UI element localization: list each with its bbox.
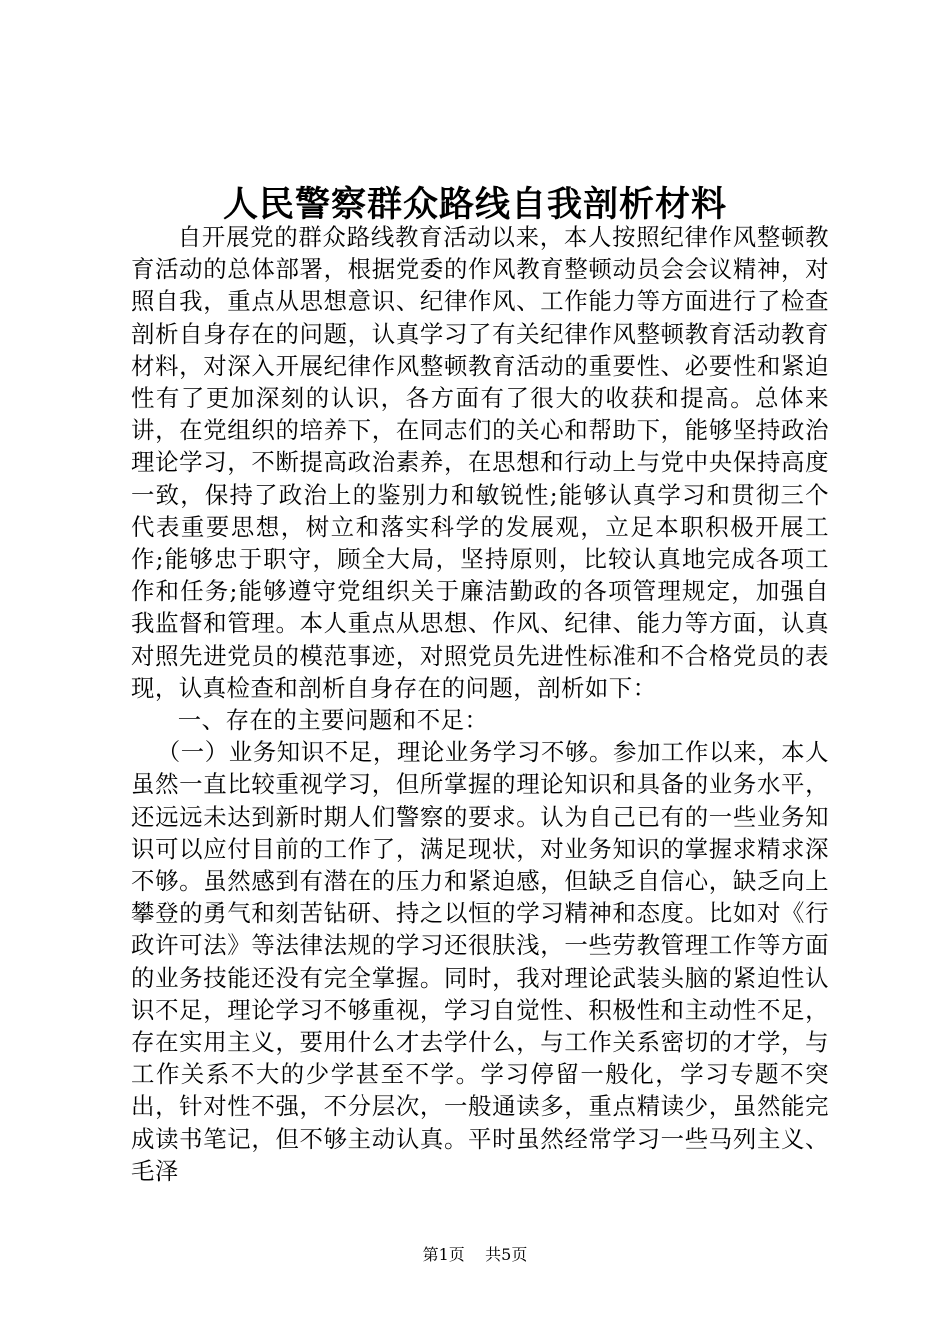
page-separator <box>470 1245 480 1264</box>
page-total: 共5页 <box>485 1245 528 1264</box>
document-body <box>131 221 829 1187</box>
intro-paragraph: 自开展党的群众路线教育活动以来，本人按照纪律作风整顿教育活动的总体部署，根据党委的作风教育整顿动员会会议精神，对照自我，重点从思想意识、纪律作风、工作能力等方面进行了检查剖析自身存在的问题，认真学习了有关纪律作风整顿教育活动教育材料，对深入开展纪律作风整顿教育活动的重要性、必要性和紧迫性有了更加深刻的认识，各方面有了很大的收获和提高。总体来讲，在党组织的培养下，在同志们的关心和帮助下，能够坚持政治理论学习，不断提高政治素养，在思想和行动上与党中央保持高度一致，保持了政治上的鉴别力和敏锐性;能够认真学习和贯彻三个代表重要思想，树立和落实科学的发展观，立足本职积极开展工作;能够忠于职守，顾全大局，坚持原则，比较认真地完成各项工作和任务;能够遵守党组织关于廉洁勤政的各项管理规定，加强自我监督和管理。本人重点从思想、作风、纪律、能力等方面，认真对照先进党员的模范事迹，对照党员先进性标准和不合格党员的表现，认真检查和剖析自身存在的问题，剖析如下： <box>131 223 829 702</box>
subsection-paragraph: （一）业务知识不足，理论业务学习不够。参加工作以来，本人虽然一直比较重视学习，但所掌握的理论知识和具备的业务水平，还远远未达到新时期人们警察的要求。认为自己已有的一些业务知识可以应付目前的工作了，满足现状，对业务知识的掌握求精求深不够。虽然感到有潜在的压力和紧迫感，但缺乏自信心，缺乏向上攀登的勇气和刻苦钻研、持之以恒的学习精神和态度。比如对《行政许可法》等法律法规的学习还很肤浅，一些劳教管理工作等方面的业务技能还没有完全掌握。同时，我对理论武装头脑的紧迫性认识不足，理论学习不够重视，学习自觉性、积极性和主动性不足，存在实用主义，要用什么才去学什么，与工作关系密切的才学，与工作关系不大的少学甚至不学。学习停留一般化，学习专题不突出，针对性不强，不分层次，一般通读多，重点精读少，虽然能完成读书笔记，但不够主动认真。平时虽然经常学习一些马列主义、毛泽 <box>131 738 829 1185</box>
section-heading: 一、存在的主要问题和不足： <box>177 706 489 735</box>
page-number: 第1页 <box>422 1245 465 1264</box>
document-title: 人民警察群众路线自我剖析材料 <box>222 184 727 225</box>
page-footer <box>0 1243 950 1267</box>
